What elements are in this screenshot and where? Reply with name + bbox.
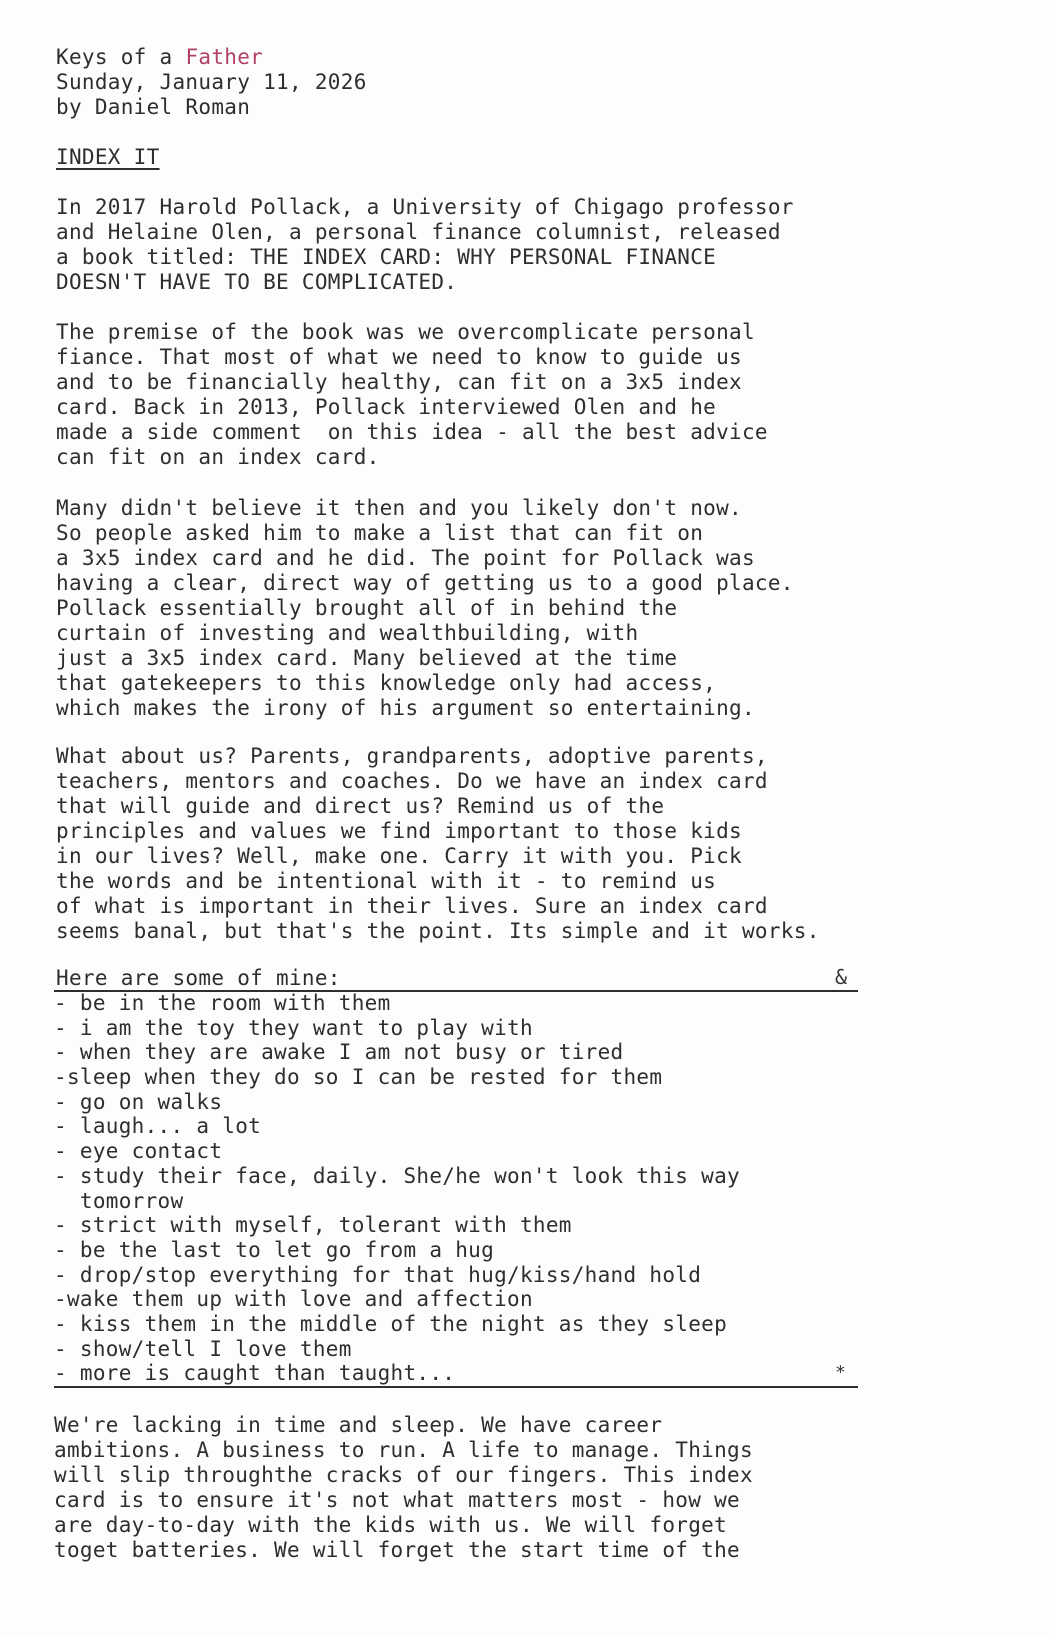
column-name-accent: Father	[185, 45, 264, 69]
index-card-list	[54, 991, 740, 1386]
column-header	[56, 45, 367, 120]
paragraph-line: a 3x5 index card and he did. The point for Pollack was	[56, 546, 755, 570]
paragraph-line: having a clear, direct way of getting us to a good place.	[56, 571, 794, 595]
list-item: - eye contact	[54, 1139, 223, 1164]
paragraph-line: and Helaine Olen, a personal finance columnist, released	[56, 220, 781, 244]
paragraph-line: curtain of investing and wealthbuilding, with	[56, 621, 639, 645]
list-item: - drop/stop everything for that hug/kiss/hand hold	[54, 1262, 702, 1287]
paragraph-line: card is to ensure it's not what matters most - how we	[54, 1488, 740, 1512]
list-heading: Here are some of mine:	[56, 966, 341, 990]
list-item: -wake them up with love and affection	[54, 1287, 533, 1312]
article-title: INDEX IT	[56, 145, 160, 169]
paragraph-2	[56, 320, 768, 470]
asterisk-mark: *	[835, 1362, 846, 1383]
list-bottom-rule	[54, 1386, 858, 1388]
list-item: - i am the toy they want to play with	[54, 1015, 533, 1040]
column-byline: by Daniel Roman	[56, 95, 251, 119]
paragraph-line: and to be financially healthy, can fit on a 3x5 index	[56, 370, 742, 394]
paragraph-line: fiance. That most of what we need to know to guide us	[56, 345, 742, 369]
paragraph-line: that gatekeepers to this knowledge only had access,	[56, 671, 717, 695]
paragraph-line: ambitions. A business to run. A life to manage. Things	[54, 1438, 753, 1462]
list-item: - when they are awake I am not busy or tired	[54, 1040, 624, 1065]
paragraph-line: In 2017 Harold Pollack, a University of Chigago professor	[56, 195, 794, 219]
paragraph-line: toget batteries. We will forget the start time of the	[54, 1538, 740, 1562]
column-name	[56, 45, 367, 70]
column-date: Sunday, January 11, 2026	[56, 70, 367, 94]
paragraph-line: Pollack essentially brought all of in behind the	[56, 596, 678, 620]
paragraph-line: seems banal, but that's the point. Its simple and it works.	[56, 919, 820, 943]
paragraph-line: are day-to-day with the kids with us. We will forget	[54, 1513, 728, 1537]
paragraph-line: DOESN'T HAVE TO BE COMPLICATED.	[56, 270, 458, 294]
ampersand-mark: &	[835, 965, 848, 989]
paragraph-line: just a 3x5 index card. Many believed at the time	[56, 646, 678, 670]
paragraph-line: the words and be intentional with it - to remind us	[56, 869, 717, 893]
list-item: - be in the room with them	[54, 991, 391, 1015]
paragraph-line: The premise of the book was we overcomplicate personal	[56, 320, 755, 344]
list-item: - show/tell I love them	[54, 1336, 352, 1361]
paragraph-line: principles and values we find important to those kids	[56, 819, 742, 843]
paragraph-line: in our lives? Well, make one. Carry it with you. Pick	[56, 844, 742, 868]
paragraph-line: will slip throughthe cracks of our fingers. This index	[54, 1463, 753, 1487]
paragraph-3	[56, 496, 794, 721]
paragraph-line: So people asked him to make a list that can fit on	[56, 521, 704, 545]
paragraph-5	[54, 1413, 753, 1563]
paragraph-line: of what is important in their lives. Sure an index card	[56, 894, 768, 918]
list-item: - laugh... a lot	[54, 1114, 262, 1139]
list-item: - go on walks	[54, 1089, 223, 1114]
list-item: - study their face, daily. She/he won't look this way	[54, 1163, 740, 1188]
paragraph-line: can fit on an index card.	[56, 445, 380, 469]
list-item: - more is caught than taught...	[54, 1361, 456, 1386]
list-item: tomorrow	[54, 1188, 184, 1213]
list-item: - strict with myself, tolerant with them	[54, 1213, 572, 1238]
paragraph-line: a book titled: THE INDEX CARD: WHY PERSONAL FINANCE	[56, 245, 717, 269]
paragraph-line: made a side comment on this idea - all the best advice	[56, 420, 768, 444]
paragraph-line: that will guide and direct us? Remind us of the	[56, 794, 665, 818]
paragraph-line: card. Back in 2013, Pollack interviewed Olen and he	[56, 395, 717, 419]
paragraph-line: We're lacking in time and sleep. We have career	[54, 1413, 663, 1437]
paragraph-1	[56, 195, 794, 295]
list-item: -sleep when they do so I can be rested for them	[54, 1065, 663, 1090]
paragraph-4	[56, 744, 820, 944]
paragraph-line: Many didn't believe it then and you likely don't now.	[56, 496, 742, 520]
list-item: - kiss them in the middle of the night as they sleep	[54, 1311, 728, 1336]
paragraph-line: which makes the irony of his argument so entertaining.	[56, 696, 755, 720]
paragraph-line: teachers, mentors and coaches. Do we have an index card	[56, 769, 768, 793]
list-item: - be the last to let go from a hug	[54, 1237, 495, 1262]
paragraph-line: What about us? Parents, grandparents, adoptive parents,	[56, 744, 768, 768]
column-name-prefix: Keys of a	[56, 45, 186, 69]
